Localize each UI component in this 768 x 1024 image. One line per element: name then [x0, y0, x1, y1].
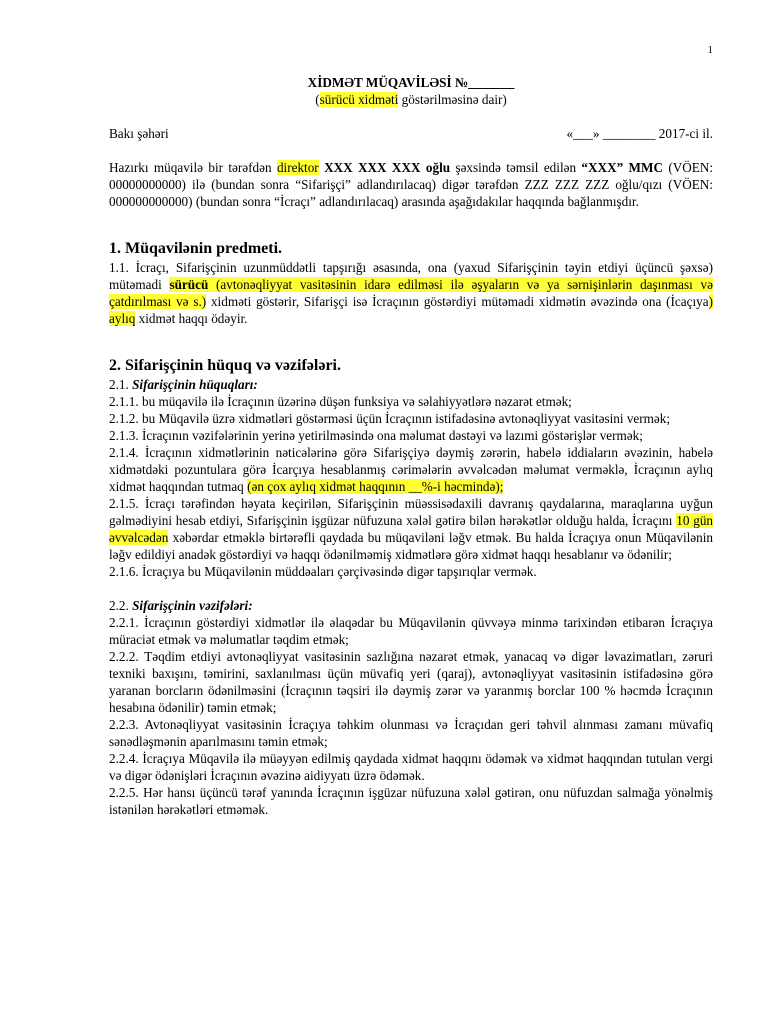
date-label: «___» ________ 2017-ci il.: [566, 126, 713, 141]
document-body: [109, 74, 713, 818]
intro-text-2: şəxsində təmsil edilən: [450, 160, 582, 175]
rights-num: 2.1.: [109, 377, 133, 392]
clause-2-1-5: [109, 495, 713, 563]
percent-highlight: (ən çox aylıq xidmət haqqının __%-i həcmində);: [247, 479, 504, 494]
clause-1-1: [109, 259, 713, 327]
clause-text: 1.1. İcraçı, Sifarişçinin uzunmüddətli tapşırığı əsasında, ona (yaxud Sifarişçinin təyin etdiyi üçüncü şəxsə) mütəmadi: [109, 260, 713, 292]
page-number: 1: [707, 44, 713, 56]
subtitle-rest: göstərilməsinə dair): [398, 92, 507, 107]
director-suffix: oğlu: [420, 160, 451, 175]
duties-label: Sifarişçinin vəzifələri:: [132, 598, 253, 613]
intro-paragraph: [109, 159, 713, 210]
duties-title: [109, 597, 713, 614]
service-highlight: (avtonəqliyyat vasitəsinin idarə edilməsi ilə əşyaların və ya sərnişinlərin daşınması və çatdırılması və s.): [109, 277, 713, 309]
section-2-heading: 2. Sifarişçinin hüquq və vəzifələri.: [109, 357, 341, 374]
contract-title: XİDMƏT MÜQAVİLƏSİ №_______: [307, 75, 515, 90]
clause-2-1-1: 2.1.1. bu müqavilə ilə İcraçının üzərinə düşən funksiya və səlahiyyətlərə nəzarət etmək;: [109, 394, 572, 409]
clause-2-2-1: 2.2.1. İcraçının göstərdiyi xidmətlər ilə əlaqədar bu Müqavilənin qüvvəyə minmə tarixindən etibarən İcraçıya müraciət etmək və məlumatlar təqdim etmək;: [109, 615, 713, 647]
clause-2-1-2: 2.1.2. bu Müqavilə üzrə xidmətləri göstərməsi üçün İcraçının istifadəsinə avtonəqliyyat vasitəsini vermək;: [109, 411, 671, 426]
clause-2-2-2: 2.2.2. Təqdim etdiyi avtonəqliyyat vasitəsinin sazlığına nəzarət etmək, yanacaq və digər ləvazimatları, zəruri texniki baxışını, təmirini, saxlanılması üçün müvafiq yeri (qaraj), avtonəqliyyat vasitəsinin istifadəsinə görə yaranan borcların ödənilməsini (İcraçının təqsiri ilə dəymiş zərər və yaranmış borclar 100 % həcmdə İcraçının hesabına ödənilir) təmin etmək;: [109, 649, 713, 715]
monthly-highlight: ) aylıq: [109, 294, 714, 326]
intro-text-3: (VÖEN: 00000000000) ilə (bundan sonra “Sifarişçi” adlandırılacaq) digər tərəfdən ZZZ ZZZ ZZZ oğlu/qızı (VÖEN: 000000000000) (bundan sonra “İcraçı” adlandırılacaq) arasında aşağıdakılar haqqında bağlanmışdır.: [109, 160, 714, 209]
company-name: “XXX” MMC: [581, 160, 663, 175]
driver-highlight: sürücü: [169, 277, 209, 292]
director-highlight: direktor: [276, 160, 319, 175]
subtitle-highlight: sürücü xidməti: [319, 92, 399, 107]
director-name: XXX XXX XXX: [324, 160, 421, 175]
rights-title: [109, 376, 713, 393]
clause-2-1-6: 2.1.6. İcraçıya bu Müqavilənin müddəaları çərçivəsində digər tapşırıqlar vermək.: [109, 564, 537, 579]
clause-2-2-4: 2.2.4. İcraçıya Müqavilə ilə müəyyən edilmiş qaydada xidmət haqqını ödəmək və xidmət haqqından tutulan vergi və digər ödənişləri İcraçının əvəzinə aidiyyatı üzrə ödəmək.: [109, 751, 713, 783]
clause-2-1-3: 2.1.3. İcraçının vəzifələrinin yerinə yetirilməsində ona məlumat dəstəyi və lazımi göstərişlər vermək;: [109, 428, 643, 443]
place-date-row: [109, 125, 713, 142]
rights-label: Sifarişçinin hüquqları:: [132, 377, 258, 392]
clause-text: 2.1.4. İcraçının xidmətlərinin nəticələrinə görə Sifarişçiyə dəymiş zərərin, habelə iddiaların əvəzinin, habelə xidmətdəki pozuntulara görə İcarçıya hesablanmış cərimələrin əvvəlcədən məlumat verməklə, İcraçının aylıq xidmət haqqından tutmaq: [109, 445, 713, 494]
clause-2-1-4: [109, 444, 713, 495]
section-1-heading: 1. Müqavilənin predmeti.: [109, 240, 283, 257]
clause-text-3: xidmət haqqı ödəyir.: [135, 311, 248, 326]
clause-2-2-3: 2.2.3. Avtonəqliyyat vasitəsinin İcraçıya təhkim olunması və İcraçıdan geri təhvil alınması zamanı müvafiq sənədləşmənin aparılmasını təmin etmək;: [109, 717, 713, 749]
duties-num: 2.2.: [109, 598, 133, 613]
clause-text-2: xəbərdar etməklə birtərəfli qaydada bu müqaviləni ləğv etmək. Bu halda İcraçıya onun Müqavilənin ləğv edildiyi anadək göstərdiyi və haqqı ödənilməmiş xidmətlərə görə xidmət haqqı hesablanır və ödənilir;: [109, 530, 713, 562]
clause-text-2: xidməti göstərir, Sifarişçi isə İcraçının göstərdiyi mütəmadi xidmətin əvəzində ona (İcaçıya: [206, 294, 709, 309]
clause-text: 2.1.5. İcraçı tərəfindən həyata keçirilən, Sifarişçinin müəssisədaxili davranış qaydalarına, maraqlarına uyğun gəlmədiyini hesab etdiyi, Sıfarişçinin işgüzar nüfuzuna xələl gətirə bilən hərəkətlər olduğu halda, İcraçını: [109, 496, 713, 528]
clause-2-2-5: 2.2.5. Hər hansı üçüncü tərəf yanında İcraçının işgüzar nüfuzuna xələl gətirən, onu nüfuzdan salmağa yönəlmiş istənilən hərəkətləri etməmək.: [109, 785, 713, 817]
intro-text: Hazırkı müqavilə bir tərəfdən: [109, 160, 277, 175]
contract-subtitle: (sürücü xidməti göstərilməsinə dair): [315, 92, 507, 107]
city-label: Bakı şəhəri: [109, 126, 169, 141]
notice-highlight: 10 gün əvvəlcədən: [109, 513, 714, 545]
